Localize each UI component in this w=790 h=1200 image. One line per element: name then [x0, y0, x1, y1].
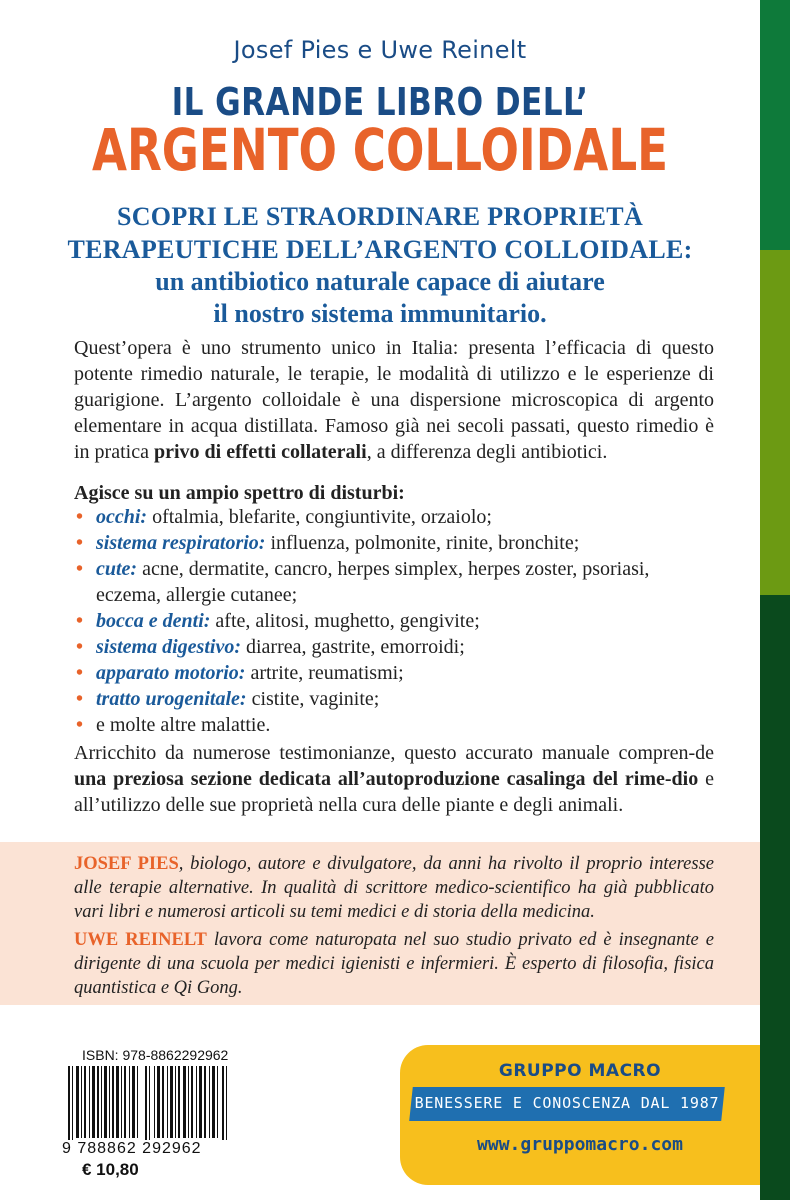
list-item: [74, 608, 714, 634]
bullet-icon: •: [76, 610, 84, 632]
list-item: [74, 712, 714, 738]
list-item: [74, 530, 714, 556]
list-item-term: occhi:: [96, 506, 148, 528]
intro-bold-text: privo di effetti collaterali: [153, 441, 367, 463]
bullet-icon: •: [76, 636, 84, 658]
barcode-icon: [62, 1066, 240, 1146]
color-band-top: [760, 0, 790, 250]
bio-name: JOSEF PIES: [74, 854, 179, 874]
bullet-icon: •: [76, 532, 84, 554]
intro-paragraph: [74, 335, 714, 465]
bio-josef-pies: [74, 852, 714, 924]
bullet-icon: •: [76, 506, 84, 528]
bullet-icon: •: [76, 688, 84, 710]
list-item: [74, 556, 714, 608]
list-item: [74, 504, 714, 530]
tagline-line-3: un antibiotico naturale capace di aiutare: [155, 267, 605, 296]
list-item-desc: afte, alitosi, mughetto, gengivite;: [210, 610, 480, 632]
list-item-term: tratto urogenitale:: [96, 688, 247, 710]
bio-text: lavora come naturopata nel suo studio privato ed è insegnante e dirigente di una scuola per medici igienisti e infermieri. È esperto di filosofia, fisica quantistica e Qi Gong.: [74, 930, 714, 998]
list-item-term: sistema digestivo:: [96, 636, 241, 658]
disturbi-heading: Agisce su un ampio spettro di disturbi:: [74, 482, 405, 504]
list-item-desc: e molte altre malattie.: [96, 714, 271, 736]
tagline-line-1: SCOPRI LE STRAORDINARE PROPRIETÀ: [116, 202, 644, 231]
bullet-icon: •: [76, 558, 84, 580]
intro-text-end: , a differenza degli antibiotici.: [366, 441, 608, 463]
bio-name: UWE REINELT: [74, 930, 207, 950]
outro-bold-text: una preziosa sezione dedicata all’autoproduzione casalinga del rime-dio: [74, 768, 699, 790]
list-item-term: bocca e denti:: [96, 610, 211, 632]
bio-uwe-reinelt: [74, 928, 714, 1000]
isbn-label: ISBN: 978-8862292962: [82, 1047, 229, 1063]
title-line-2: ARGENTO COLLOIDALE: [91, 116, 669, 184]
list-item-term: cute:: [96, 558, 138, 580]
intro-text: Quest’opera è uno strumento unico in Italia: presenta l’efficacia di questo potente rimedio naturale, le terapie, le modalità di utilizzo e le esperienze di guarigione. L’argento colloidale è una dispersione microscopica di argento elementare in acqua distillata. Famoso già nei secoli passati, questo rimedio è in pratica: [74, 337, 714, 463]
price: € 10,80: [82, 1160, 139, 1179]
bio-text: , biologo, autore e divulgatore, da anni ha rivolto il proprio interesse alle terapie alternative. In qualità di scrittore medico-scientifico ha già pubblicato vari libri e numerosi articoli su temi medici e di storia della medicina.: [74, 854, 715, 922]
disturbi-list: [74, 504, 714, 738]
outro-paragraph: [74, 740, 714, 818]
list-item: [74, 686, 714, 712]
tagline-line-2: TERAPEUTICHE DELL’ARGENTO COLLOIDALE:: [67, 235, 693, 264]
barcode-number: 9 788862 292962: [62, 1140, 244, 1158]
publisher-url: www.gruppomacro.com: [477, 1134, 683, 1155]
list-item-term: apparato motorio:: [96, 662, 246, 684]
list-item-desc: influenza, polmonite, rinite, bronchite;: [265, 532, 580, 554]
authors: Josef Pies e Uwe Reinelt: [233, 36, 527, 64]
list-item-desc: oftalmia, blefarite, congiuntivite, orzaiolo;: [147, 506, 492, 528]
publisher-slogan: BENESSERE E CONOSCENZA DAL 1987: [414, 1094, 720, 1112]
publisher-name: GRUPPO MACRO: [498, 1061, 662, 1081]
list-item-desc: cistite, vaginite;: [246, 688, 380, 710]
color-band-middle: [760, 250, 790, 595]
title-line-1: IL GRANDE LIBRO DELL’: [171, 80, 589, 124]
list-item: [74, 660, 714, 686]
list-item-desc: artrite, reumatismi;: [245, 662, 404, 684]
tagline-line-4: il nostro sistema immunitario.: [213, 299, 547, 328]
list-item-desc: acne, dermatite, cancro, herpes simplex, herpes zoster, psoriasi, eczema, allergie cutanee;: [96, 558, 650, 606]
outro-text: Arricchito da numerose testimonianze, questo accurato manuale compren-de: [74, 742, 714, 764]
tagline: [0, 200, 760, 330]
bullet-icon: •: [76, 662, 84, 684]
list-item: [74, 634, 714, 660]
list-item-desc: diarrea, gastrite, emorroidi;: [240, 636, 465, 658]
color-band-bottom: [760, 595, 790, 1200]
outro-text-end: e all’utilizzo delle sue proprietà nella cura delle piante e degli animali.: [74, 768, 714, 816]
list-item-term: sistema respiratorio:: [96, 532, 266, 554]
bullet-icon: •: [76, 714, 84, 736]
